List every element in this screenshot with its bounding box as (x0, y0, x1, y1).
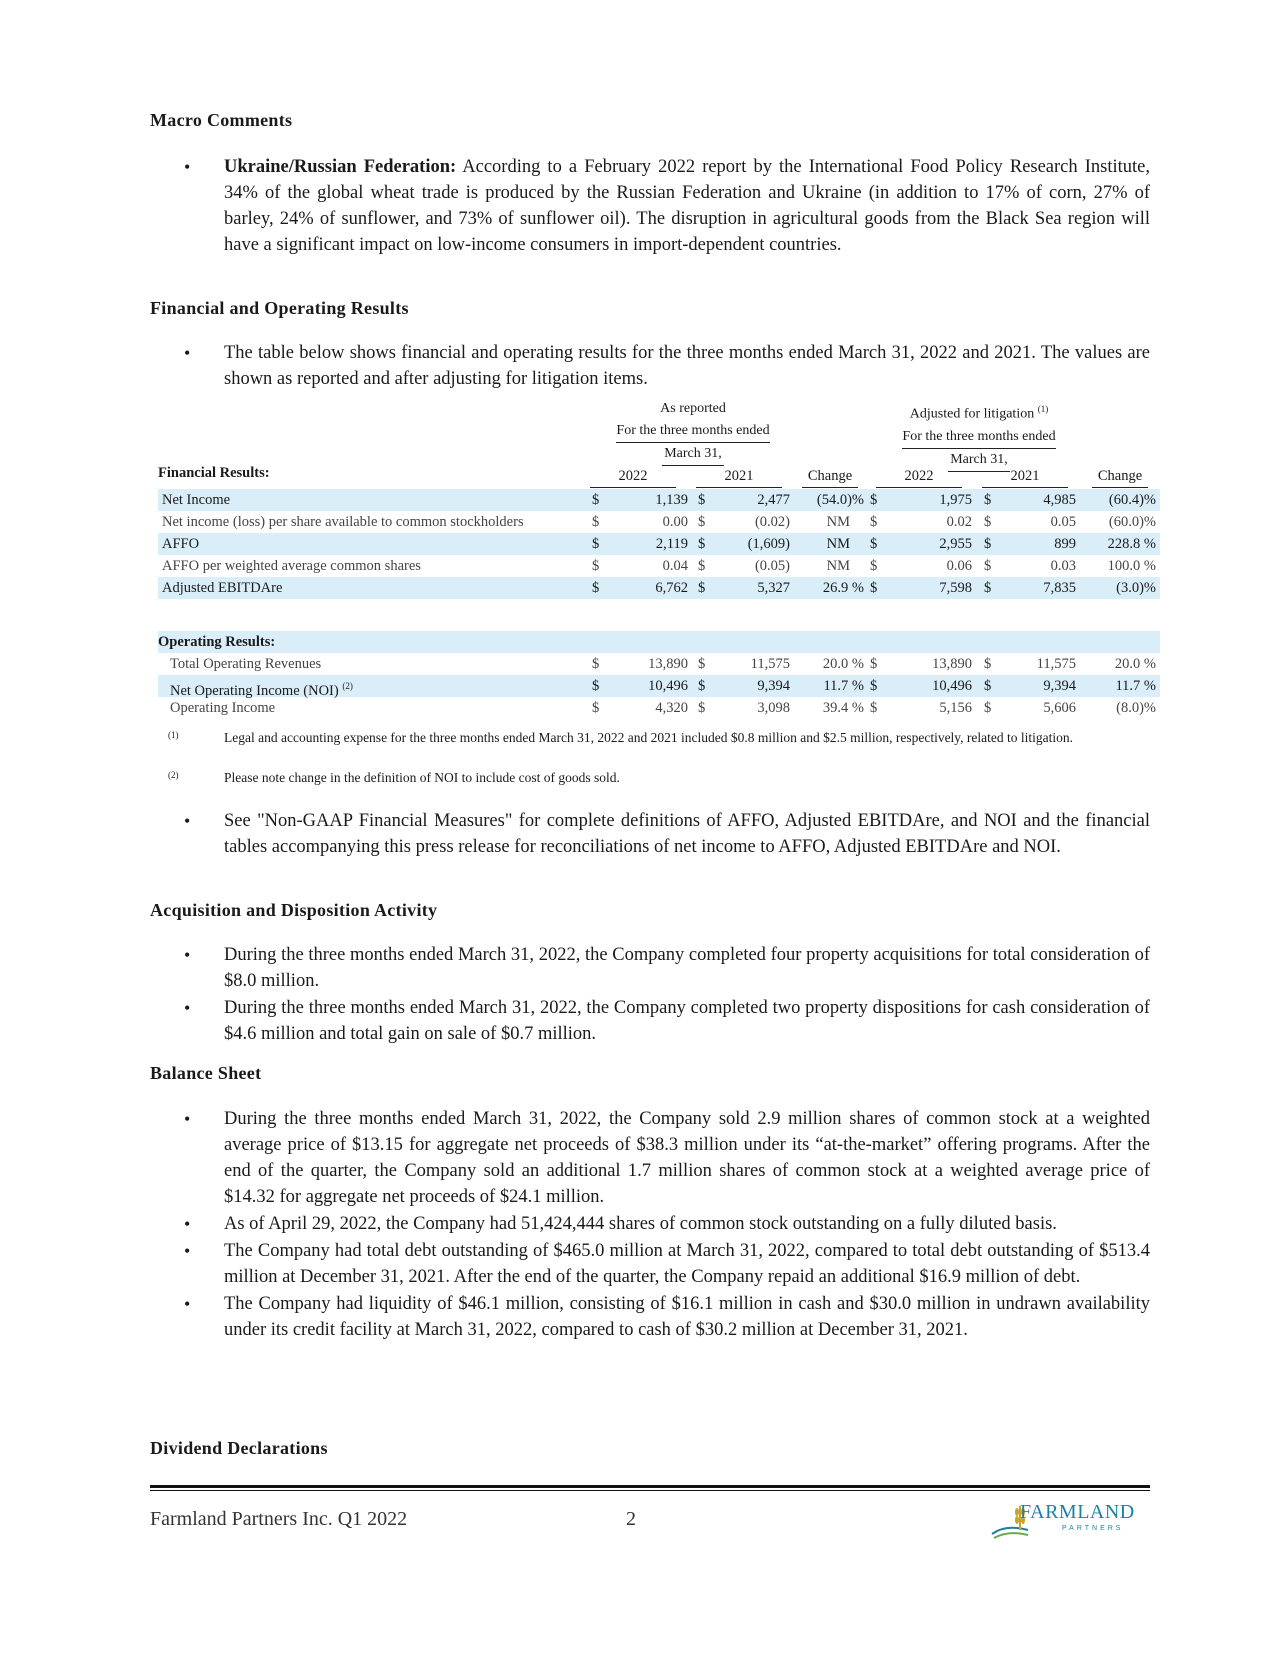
group-header-reported (590, 398, 796, 466)
list-item: • The Company had total debt outstanding of $465.0 million at March 31, 2022, compared to total debt outstanding of $513.4 million at December 31, 2021. After the end of the quarter, the Company repaid an additional $16.9 million of debt. (150, 1238, 1150, 1290)
value-change-adjusted: (3.0)% (1116, 580, 1156, 596)
value-change-adjusted: (60.4)% (1108, 492, 1156, 508)
col-header-2022: 2022 (590, 465, 676, 488)
logo-wordmark: FARMLAND (1020, 1501, 1135, 1523)
row-label: Total Operating Revenues (170, 656, 322, 672)
value-2021-adjusted: 0.03 (1050, 558, 1076, 574)
footnote-text: Please note change in the definition of NOI to include cost of goods sold. (224, 770, 620, 785)
group-header-line: March 31, (662, 443, 724, 466)
value-2021: 9,394 (757, 678, 790, 694)
group-header-adjusted (876, 398, 1082, 472)
section-heading-macro: Macro Comments (150, 110, 293, 130)
currency-symbol: $ (870, 514, 878, 530)
table-row (158, 675, 1160, 697)
macro-bullet-list (150, 154, 1150, 259)
group-header-line: For the three months ended (616, 420, 769, 443)
value-change: NM (826, 514, 850, 530)
value-2022-adjusted: 13,890 (932, 656, 972, 672)
value-2021-adjusted: 9,394 (1043, 678, 1076, 694)
col-header-2022-adjusted: 2022 (876, 465, 962, 488)
group-header-line: For the three months ended (902, 426, 1055, 449)
list-item: • As of April 29, 2022, the Company had 51,424,444 shares of common stock outstanding on a fully diluted basis. (150, 1211, 1150, 1237)
currency-symbol: $ (698, 536, 706, 552)
currency-symbol: $ (984, 514, 992, 530)
currency-symbol: $ (698, 492, 706, 508)
currency-symbol: $ (698, 580, 706, 596)
value-2022-adjusted: 2,955 (939, 536, 972, 552)
row-label: AFFO per weighted average common shares (162, 558, 421, 574)
section-heading-acquisition: Acquisition and Disposition Activity (150, 900, 438, 920)
value-2022: 0.00 (662, 514, 688, 530)
value-2021: 3,098 (757, 700, 790, 716)
table-row (158, 653, 1160, 675)
row-label: Net income (loss) per share available to common stockholders (162, 514, 524, 530)
value-2022-adjusted: 5,156 (939, 700, 972, 716)
row-label: Net Operating Income (NOI) (170, 682, 339, 699)
currency-symbol: $ (698, 678, 706, 694)
value-2021-adjusted: 7,835 (1043, 580, 1076, 596)
currency-symbol: $ (592, 700, 600, 716)
acquisition-bullet-list (150, 942, 1150, 1048)
footnote-marker: (1) (168, 730, 179, 740)
value-change: 20.0 % (822, 656, 864, 672)
value-2021-adjusted: 0.05 (1050, 514, 1076, 530)
operating-results-header-row (158, 631, 1160, 653)
footnote-text: Legal and accounting expense for the three months ended March 31, 2022 and 2021 included $0.8 million and $2.5 million, respectively, related to litigation. (224, 730, 1074, 745)
value-change: NM (826, 536, 850, 552)
currency-symbol: $ (984, 656, 992, 672)
list-item: • During the three months ended March 31, 2022, the Company sold 2.9 million shares of common stock at a weighted average price of $13.15 for aggregate net proceeds of $38.3 million under its “at-the-market” offering programs. After the end of the quarter, the Company sold an additional 1.7 million shares of common stock at a weighted average price of $14.32 for aggregate net proceeds of $24.1 million. (150, 1106, 1150, 1210)
footnote-marker: (1) (1037, 404, 1049, 414)
currency-symbol: $ (698, 700, 706, 716)
value-2021: 11,575 (750, 656, 790, 672)
currency-symbol: $ (984, 492, 992, 508)
currency-symbol: $ (984, 580, 992, 596)
footnote-marker: (2) (168, 770, 179, 780)
value-change-adjusted: (60.0)% (1108, 514, 1156, 530)
value-change: (54.0)% (816, 492, 864, 508)
currency-symbol: $ (984, 536, 992, 552)
value-2022-adjusted: 1,975 (939, 492, 972, 508)
page-number: 2 (626, 1508, 636, 1530)
currency-symbol: $ (698, 514, 706, 530)
currency-symbol: $ (592, 678, 600, 694)
value-2021: (0.02) (754, 514, 790, 530)
nongaap-bullet-list (150, 808, 1150, 861)
currency-symbol: $ (984, 678, 992, 694)
value-2022-adjusted: 0.02 (946, 514, 972, 530)
currency-symbol: $ (870, 492, 878, 508)
col-header-change-adjusted: Change (1092, 465, 1148, 488)
logo-subtitle: PARTNERS (1062, 1525, 1124, 1532)
currency-symbol: $ (984, 700, 992, 716)
table-row (158, 533, 1160, 555)
table-row (158, 489, 1160, 511)
value-2021: 2,477 (757, 492, 790, 508)
currency-symbol: $ (698, 656, 706, 672)
table-row (158, 511, 1160, 533)
list-item (150, 154, 1150, 258)
row-label: Adjusted EBITDAre (162, 580, 283, 596)
footnote (150, 768, 1160, 788)
bullet-text: According to a February 2022 report by the International Food Policy Research Institute, 34% of the global wheat trade is produced by the Russian Federation and Ukraine (in addition to 17% of corn, 27% of barley, 24% of sunflower, and 73% of sunflower oil). The disruption in agricultural goods from the Black Sea region will have a significant impact on low-income consumers in import-dependent countries. (224, 157, 1150, 255)
currency-symbol: $ (592, 536, 600, 552)
value-2022: 1,139 (655, 492, 688, 508)
value-change-adjusted: 20.0 % (1114, 656, 1156, 672)
col-header-change: Change (802, 465, 858, 488)
list-item: • The Company had liquidity of $46.1 million, consisting of $16.1 million in cash and $30.0 million in undrawn availability under its credit facility at March 31, 2022, compared to cash of $30.2 million at December 31, 2021. (150, 1291, 1150, 1343)
currency-symbol: $ (870, 536, 878, 552)
value-2021-adjusted: 5,606 (1043, 700, 1076, 716)
currency-symbol: $ (870, 656, 878, 672)
currency-symbol: $ (592, 580, 600, 596)
value-2022-adjusted: 10,496 (932, 678, 972, 694)
footnote (150, 728, 1160, 766)
currency-symbol: $ (592, 492, 600, 508)
currency-symbol: $ (592, 514, 600, 530)
value-change: 11.7 % (823, 678, 864, 694)
value-change: 39.4 % (822, 700, 864, 716)
bullet-lead: Ukraine/Russian Federation: (224, 157, 457, 177)
table-row (158, 577, 1160, 599)
currency-symbol: $ (870, 558, 878, 574)
list-item: • During the three months ended March 31, 2022, the Company completed four property acquisitions for total consideration of $8.0 million. (150, 942, 1150, 994)
value-2021-adjusted: 11,575 (1036, 656, 1076, 672)
value-2022-adjusted: 0.06 (946, 558, 972, 574)
section-heading-financial: Financial and Operating Results (150, 298, 409, 318)
value-2021: 5,327 (757, 580, 790, 596)
value-2021: (1,609) (747, 536, 790, 552)
value-2022-adjusted: 7,598 (939, 580, 972, 596)
value-2022: 13,890 (648, 656, 688, 672)
value-2022: 4,320 (655, 700, 688, 716)
value-change-adjusted: (8.0)% (1116, 700, 1156, 716)
value-2021-adjusted: 4,985 (1043, 492, 1076, 508)
currency-symbol: $ (592, 558, 600, 574)
value-2022: 0.04 (662, 558, 688, 574)
value-change-adjusted: 100.0 % (1107, 558, 1156, 574)
currency-symbol: $ (984, 558, 992, 574)
row-label: Net Income (162, 492, 231, 508)
currency-symbol: $ (592, 656, 600, 672)
section-heading-dividend: Dividend Declarations (150, 1438, 328, 1458)
footer-rule (150, 1490, 1150, 1491)
currency-symbol: $ (870, 580, 878, 596)
col-header-2021-adjusted: 2021 (982, 465, 1068, 488)
value-change-adjusted: 228.8 % (1107, 536, 1156, 552)
value-change: 26.9 % (822, 580, 864, 596)
balance-bullet-list (150, 1106, 1150, 1344)
value-2021-adjusted: 899 (1054, 536, 1076, 552)
section-heading-balance: Balance Sheet (150, 1063, 262, 1083)
col-header-2021: 2021 (696, 465, 782, 488)
value-2021: (0.05) (754, 558, 790, 574)
group-header-line: Adjusted for litigation (909, 406, 1035, 422)
list-item: • See "Non-GAAP Financial Measures" for complete definitions of AFFO, Adjusted EBITDAre, and NOI and the financial tables accompanying this press release for reconciliations of net income to AFFO, Adjusted EBITDAre and NOI. (150, 808, 1150, 860)
footer-company-quarter: Farmland Partners Inc. Q1 2022 (150, 1508, 408, 1530)
financial-results-label: Financial Results: (158, 465, 270, 481)
group-header-line: March 31, (948, 449, 1010, 472)
operating-results-label: Operating Results: (158, 634, 276, 650)
footnote-marker: (2) (342, 681, 353, 691)
row-label: Operating Income (170, 700, 276, 716)
table-row (158, 697, 1160, 719)
currency-symbol: $ (870, 700, 878, 716)
row-label: AFFO (162, 536, 200, 552)
footer-rule (150, 1485, 1150, 1488)
financial-bullet-list (150, 340, 1150, 393)
value-change-adjusted: 11.7 % (1115, 678, 1156, 694)
list-item: • The table below shows financial and operating results for the three months ended March 31, 2022 and 2021. The values are shown as reported and after adjusting for litigation items. (150, 340, 1150, 392)
farmland-partners-logo (990, 1500, 1140, 1542)
value-2022: 6,762 (655, 580, 688, 596)
currency-symbol: $ (698, 558, 706, 574)
table-row (158, 555, 1160, 577)
value-2022: 2,119 (655, 536, 688, 552)
currency-symbol: $ (870, 678, 878, 694)
group-header-line: As reported (660, 401, 726, 416)
value-change: NM (826, 558, 850, 574)
list-item: • During the three months ended March 31, 2022, the Company completed two property dispositions for cash consideration of $4.6 million and total gain on sale of $0.7 million. (150, 995, 1150, 1047)
value-2022: 10,496 (648, 678, 688, 694)
